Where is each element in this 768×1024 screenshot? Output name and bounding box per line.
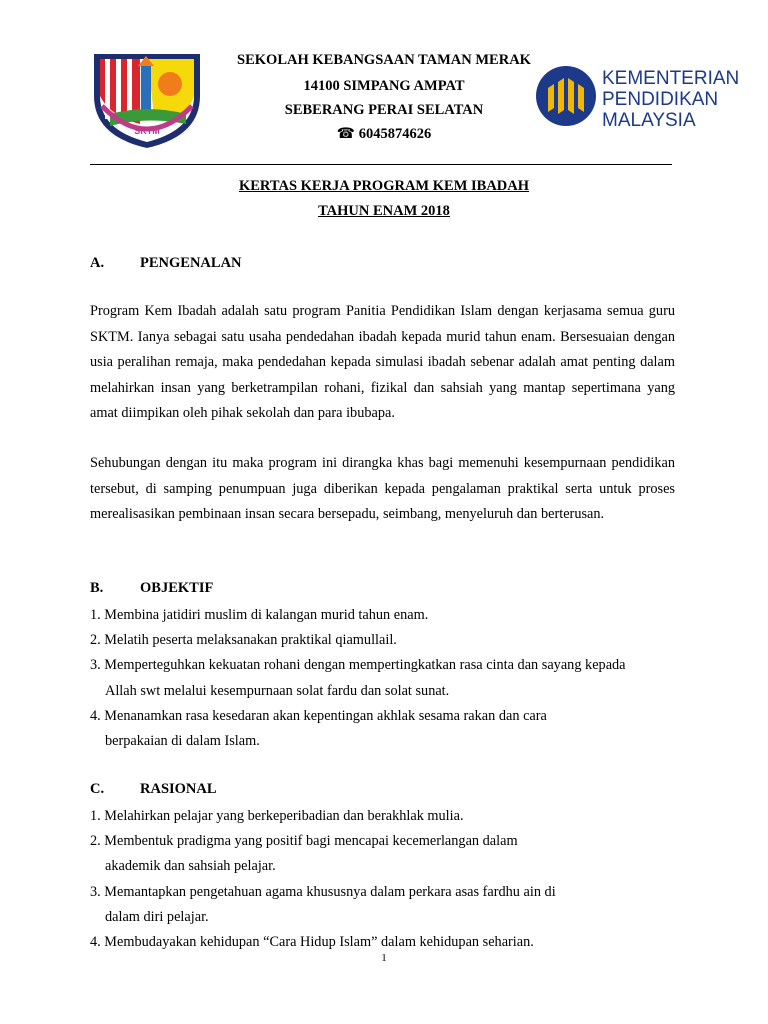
section-letter: B. [90,580,104,596]
school-district-line: SEBERANG PERAI SELATAN [284,102,484,118]
list-item-text: 2. Membentuk pradigma yang positif bagi mencapai kecemerlangan dalam [90,833,518,850]
list-item-continuation: dalam diri pelajar. [105,908,209,925]
ministry-line-3: MALAYSIA [602,110,696,130]
list-item-text: 4. Menanamkan rasa kesedaran akan kepentingan akhlak sesama rakan dan cara [90,707,547,724]
paragraph: Program Kem Ibadah adalah satu program Panitia Pendidikan Islam dengan kerjasama semua guru SKTM. Ianya sebagai satu usaha pendedahan ibadah kepada murid tahun enam. Bersesuaian dengan usia peralihan remaja, maka pendedahan kepada simulasi ibadah sebenar adalah amat penting dalam melahirkan insan yang berketrampilan rohani, fizikal dan sahsiah yang mantap sepertimana yang amat diimpikan oleh pihak sekolah dan para ibubapa. [90,303,675,421]
objectives-list [90,603,690,754]
list-item [90,653,690,703]
header-divider [90,164,672,165]
document-title: KERTAS KERJA PROGRAM KEM IBADAH [238,178,530,194]
section-title: OBJEKTIF [140,580,214,596]
list-item-continuation: akademik dan sahsiah pelajar. [105,858,276,875]
crest-text: SKTM [134,126,160,136]
section-title: RASIONAL [140,781,217,797]
list-item [90,704,690,754]
list-item-text: 3. Memperteguhkan kekuatan rohani dengan mempertingkatkan rasa cinta dan sayang kepada [90,657,626,674]
telephone-icon: ☎ [336,126,355,142]
ministry-line-1: KEMENTERIAN [602,68,740,89]
section-title: PENGENALAN [140,255,242,271]
section-c-heading [90,781,217,798]
paragraph: Sehubungan dengan itu maka program ini dirangka khas bagi memenuhi kesempurnaan pendidikan tersebut, di samping penumpuan juga diberikan kepada pengalaman praktikal serta untuk proses merealisasikan pembinaan insan secara bersepadu, seimbang, menyeluruh dan berterusan. [90,455,675,522]
section-letter: A. [90,255,105,271]
list-item-text: 2. Melatih peserta melaksanakan praktikal qiamullail. [90,632,397,649]
school-name: SEKOLAH KEBANGSAAN TAMAN MERAK [237,52,531,68]
document-subtitle: TAHUN ENAM 2018 [318,203,450,219]
section-b-heading [90,580,213,597]
ministry-logo [534,62,744,130]
list-item-continuation: Allah swt melalui kesempurnaan solat fardu dan solat sunat. [105,682,450,699]
list-item-text: 3. Memantapkan pengetahuan agama khususnya dalam perkara asas fardhu ain di [90,883,556,900]
list-item [90,603,690,628]
school-phone-line [188,126,580,143]
rationale-list [90,804,690,955]
list-item-continuation: berpakaian di dalam Islam. [105,733,260,750]
list-item [90,829,690,879]
school-phone: 6045874626 [358,126,432,142]
section-letter: C. [90,781,105,797]
list-item [90,628,690,653]
page-number: 1 [381,952,387,964]
list-item [90,804,690,829]
list-item [90,880,690,930]
section-a-heading [90,255,242,272]
ministry-line-2: PENDIDIKAN [602,89,719,110]
school-address-line: 14100 SIMPANG AMPAT [303,78,465,94]
list-item-text: 1. Membina jatidiri muslim di kalangan murid tahun enam. [90,607,429,623]
list-item-text: 1. Melahirkan pelajar yang berkeperibadian dan berakhlak mulia. [90,808,464,824]
list-item-text: 4. Membudayakan kehidupan “Cara Hidup Islam” dalam kehidupan seharian. [90,934,534,951]
